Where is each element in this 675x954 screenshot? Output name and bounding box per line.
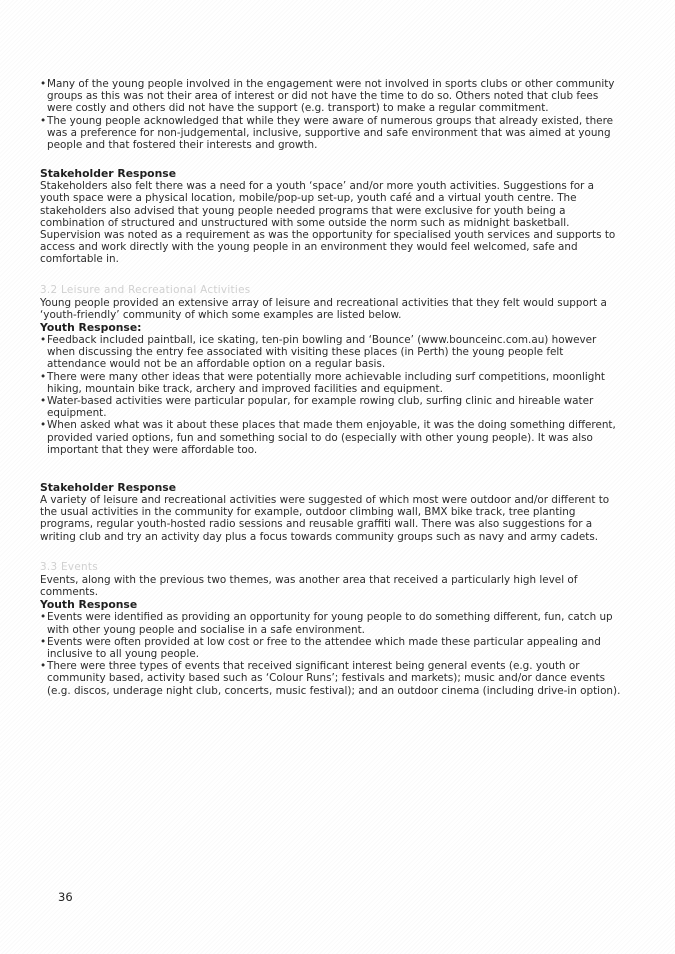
list-item: • Events were often provided at low cost or free to the attendee which made these particular appealing and inclusive to all young people. bbox=[40, 636, 622, 660]
list-item: • Events were identified as providing an opportunity for young people to do something different, fun, catch up with other young people and socialise in a safe environment. bbox=[40, 611, 622, 635]
leisure-intro-text: Young people provided an extensive array of leisure and recreational activities that they felt would support a ‘youth-friendly’ community of which some examples are listed below. bbox=[40, 296, 607, 321]
list-item: • The young people acknowledged that while they were aware of numerous groups that already existed, there was a preference for non-judgemental, inclusive, supportive and safe environment that was aimed at young people and that fostered their interests and growth. bbox=[40, 115, 622, 152]
events-bullet-list bbox=[40, 611, 622, 696]
list-item: • When asked what was it about these places that made them enjoyable, it was the doing something different, provided varied options, fun and something social to do (especially with other young people). It was also important that they were affordable too. bbox=[40, 419, 622, 456]
list-item: • There were three types of events that received significant interest being general events (e.g. youth or community based, activity based such as ‘Colour Runs’; festivals and markets); music and/or dance events (e.g. discos, underage night club, concerts, music festival); and an outdoor cinema (including drive-in option). bbox=[40, 660, 622, 697]
events-intro-text: Events, along with the previous two themes, was another area that received a particularly high level of comments. bbox=[40, 573, 578, 599]
stakeholder-response-heading: Stakeholder Response bbox=[40, 167, 177, 181]
section-heading-events: 3.3 Events bbox=[40, 560, 99, 573]
list-item: • Feedback included paintball, ice skating, ten-pin bowling and ‘Bounce’ (www.bounceinc.com.au) however when discussing the entry fee associated with visiting these places (in Perth) the young people felt attendance would not be an affordable option on a regular basis. bbox=[40, 334, 622, 371]
stakeholder-response-heading: Stakeholder Response bbox=[40, 481, 177, 495]
stakeholder-response-text: A variety of leisure and recreational activities were suggested of which most were outdoor and/or different to the usual activities in the community for example, outdoor climbing wall, BMX bike track, tree planting programs, regular youth-hosted radio sessions and reusable graffiti wall. There was also suggestions for a writing club and try an activity day plus a focus towards community groups such as navy and army cadets. bbox=[40, 494, 610, 543]
page-number: 36 bbox=[58, 890, 73, 904]
list-item: • Many of the young people involved in the engagement were not involved in sports clubs or other community groups as this was not their area of interest or did not have the time to do so. Others noted that club fees were costly and others did not have the support (e.g. transport) to make a regular commitment. bbox=[40, 78, 622, 115]
youth-response-heading: Youth Response: bbox=[40, 321, 142, 335]
list-item: • There were many other ideas that were potentially more achievable including surf competitions, moonlight hiking, mountain bike track, archery and improved facilities and equipment. bbox=[40, 371, 622, 395]
stakeholder-response-text: Stakeholders also felt there was a need for a youth ‘space’ and/or more youth activities. Suggestions for a youth space were a physical location, mobile/pop-up set-up, youth café and a virtual youth centre. The stakeholders also advised that young people needed programs that were exclusive for youth being a combination of structured and unstructured with some outside the norm such as midnight basketball. Supervision was noted as a requirement as was the opportunity for specialised youth services and supports to access and work directly with the young people in an environment they would feel welcomed, safe and comfortable in. bbox=[40, 180, 616, 266]
leisure-bullet-list bbox=[40, 334, 622, 456]
section-heading-leisure: 3.2 Leisure and Recreational Activities bbox=[40, 283, 251, 296]
page-content bbox=[40, 78, 622, 697]
list-item: • Water-based activities were particular popular, for example rowing club, surfing clinic and hireable water equipment. bbox=[40, 395, 622, 419]
intro-bullet-list bbox=[40, 78, 622, 151]
youth-response-heading: Youth Response bbox=[40, 598, 138, 612]
